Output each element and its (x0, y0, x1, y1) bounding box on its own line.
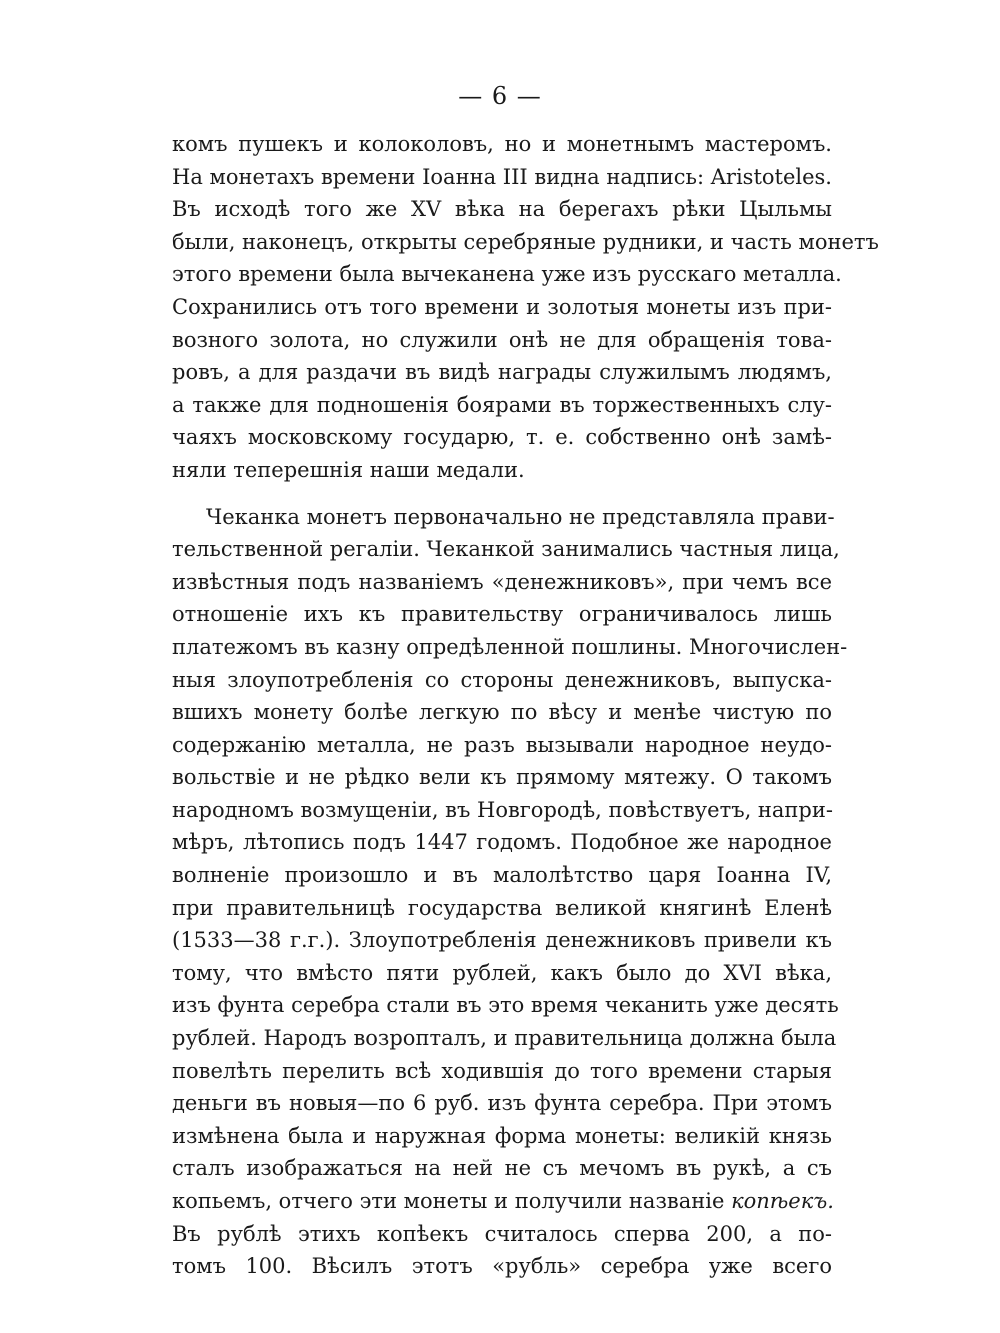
text-line: измѣнена была и наружная форма монеты: великій князь (172, 1123, 832, 1148)
text-line: волненіе произошло и въ малолѣтство царя Іоанна IV, (172, 863, 832, 888)
text-segment: копьемъ, отчего эти монеты и получили названіе (172, 1189, 732, 1213)
text-line: Въ исходѣ того же XV вѣка на берегахъ рѣки Цыльмы (172, 197, 832, 222)
paragraph-2 (172, 501, 848, 1283)
text-line: отношеніе ихъ къ правительству ограничивалось лишь (172, 602, 832, 627)
text-line: возного золота, но служили онѣ не для обращенія това- (172, 327, 832, 352)
body-text (172, 128, 879, 1283)
text-line: тому, что вмѣсто пяти рублей, какъ было до XVI вѣка, (172, 960, 832, 985)
text-line: а также для подношенія боярами въ торжественныхъ слу- (172, 392, 832, 417)
text-line: рублей. Народъ возропталъ, и правительница должна была (172, 1026, 837, 1051)
text-line: Въ рублѣ этихъ копѣекъ считалось сперва 200, а по- (172, 1221, 832, 1246)
text-line: вшихъ монету болѣе легкую по вѣсу и менѣе чистую по (172, 700, 832, 725)
text-line: (1533—38 г.г.). Злоупотребленія денежниковъ привели къ (172, 928, 832, 953)
paragraph-gap (172, 487, 832, 501)
page-number: — 6 — (458, 82, 542, 110)
text-line: повелѣть перелить всѣ ходившія до того времени старыя (172, 1058, 832, 1083)
text-line: при правительницѣ государства великой княгинѣ Еленѣ (172, 895, 832, 920)
text-line: Чеканка монетъ первоначально не представляла прави- (206, 504, 835, 529)
text-line: ныя злоупотребленія со стороны денежниковъ, выпуска- (172, 667, 832, 692)
text-line: изъ фунта серебра стали въ это время чеканить уже десять (172, 993, 839, 1018)
text-line: извѣстныя подъ названіемъ «денежниковъ», при чемъ все (172, 569, 832, 594)
text-line: платежомъ въ казну опредѣленной пошлины. Многочислен- (172, 634, 848, 659)
text-line: На монетахъ времени Іоанна III видна надпись: Aristoteles. (172, 164, 832, 189)
text-line: Сохранились отъ того времени и золотыя монеты изъ при- (172, 294, 832, 319)
text-line: мѣръ, лѣтопись подъ 1447 годомъ. Подобное же народное (172, 830, 832, 855)
italic-term: копѣекъ. (731, 1189, 834, 1213)
text-line: этого времени была вычеканена уже изъ русскаго металла. (172, 262, 842, 287)
text-line: чаяхъ московскому государю, т. е. собственно онѣ замѣ- (172, 425, 832, 450)
text-line: деньги въ новыя—по 6 руб. изъ фунта серебра. При этомъ (172, 1091, 832, 1116)
text-line: няли теперешнія наши медали. (172, 457, 525, 482)
text-line: народномъ возмущеніи, въ Новгородѣ, повѣствуетъ, напри- (172, 797, 833, 822)
text-line: сталъ изображаться на ней не съ мечомъ въ рукѣ, а съ (172, 1156, 832, 1181)
paragraph-1 (172, 128, 879, 487)
text-line: вольствіе и не рѣдко вели къ прямому мятежу. О такомъ (172, 765, 832, 790)
text-line: тельственной регаліи. Чеканкой занимались частныя лица, (172, 537, 840, 562)
text-line-with-italic (172, 1185, 832, 1218)
text-line: ровъ, а для раздачи въ видѣ награды служилымъ людямъ, (172, 360, 832, 385)
text-line: комъ пушекъ и колоколовъ, но и монетнымъ мастеромъ. (172, 132, 832, 156)
text-line: томъ 100. Вѣсилъ этотъ «рубль» серебра уже всего (172, 1254, 832, 1279)
text-line: были, наконецъ, открыты серебряные рудники, и часть монетъ (172, 229, 879, 254)
text-line: содержанію металла, не разъ вызывали народное неудо- (172, 732, 832, 757)
